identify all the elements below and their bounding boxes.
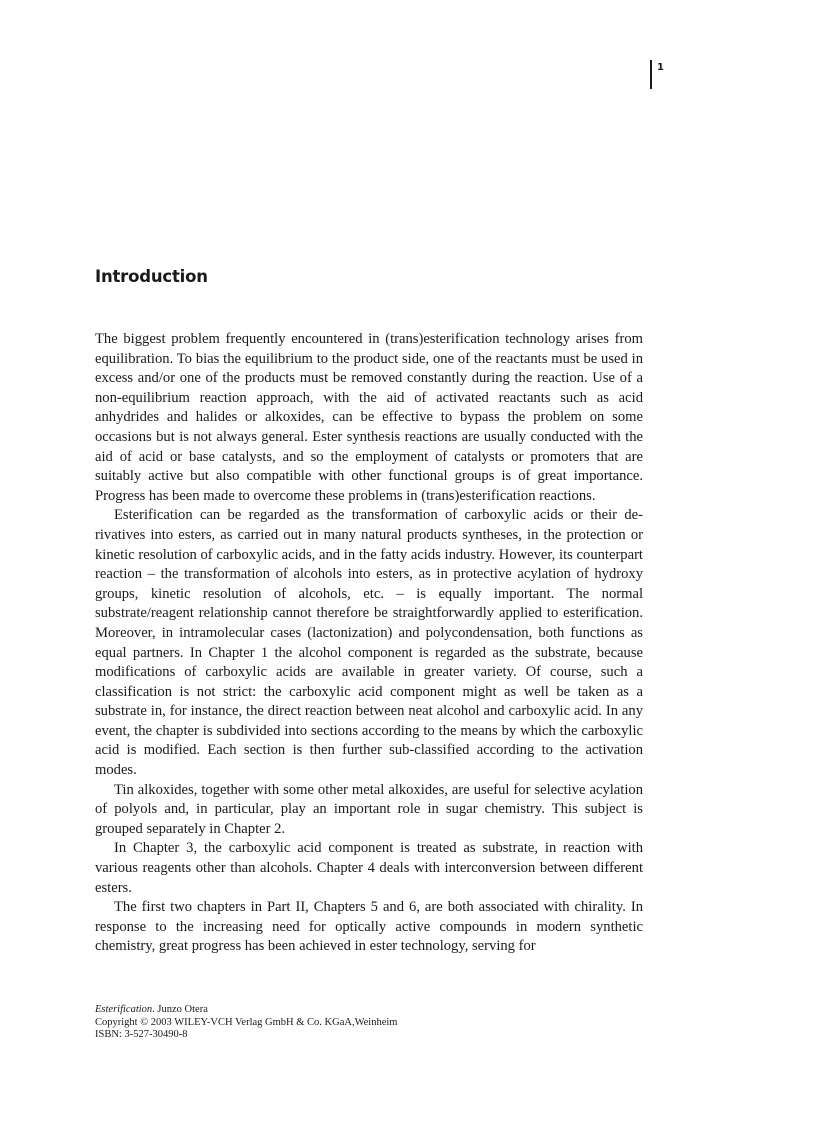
isbn-line: ISBN: 3-527-30490-8: [95, 1029, 188, 1041]
page-marker-rule: [650, 60, 652, 89]
chapter-title: Introduction: [95, 267, 208, 286]
paragraph: In Chapter 3, the carboxylic acid component is treated as substrate, in reaction with various reagents other than alcohols. Chapter 4 deals with interconversion between different esters.: [95, 840, 643, 896]
book-author: . Junzo Otera: [152, 1004, 208, 1015]
book-title: Esterification: [95, 1004, 153, 1015]
paragraph: The biggest problem frequently encountered in (trans)esterification technology arises from equilibration. To bias the equilibrium to the product side, one of the reactants must be used in excess and/or one of the products must be removed constantly during the reaction. Use of a non-equilibrium reaction approach, with the aid of activated reactants such as acid anhydrides and halides or alkoxides, can be effective to bypass the problem on some occasions but is not always general. Ester synthesis reactions are usually conducted with the aid of acid or base catalysts, and so the employment of catalysts or promoters that are suitably active but also compatible with other functional groups is of great importance. Progress has been made to overcome these problems in (trans)esterification reactions.: [95, 331, 643, 504]
body-text: [95, 330, 643, 957]
page-number: 1: [657, 62, 664, 73]
copyright-line: Copyright © 2003 WILEY-VCH Verlag GmbH & Co. KGaA,Weinheim: [95, 1016, 398, 1028]
paragraph: The first two chapters in Part II, Chapters 5 and 6, are both associated with chirality. In response to the increasing need for optically active compounds in modern synthetic chemistry, great progress has been achieved in ester technology, serving for: [95, 899, 643, 955]
book-citation: [95, 1004, 397, 1017]
paragraph: Esterification can be regarded as the transformation of carboxylic acids or their derivatives into esters, as carried out in many natural products syntheses, in the protection or kinetic resolution of carboxylic acids, and in the fatty acids industry. However, its counterpart reaction – the transformation of alcohols into esters, as in protective acylation of hydroxy groups, kinetic resolution of alcohols, etc. – is equally important. The normal substrate/reagent relationship cannot therefore be straightforwardly applied to esterification. Moreover, in intramolecular cases (lactonization) and polycondensation, both functions as equal partners. In Chapter 1 the alcohol component is regarded as the substrate, because modifications of carboxylic acids are available in greater variety. Of course, such a classification is not strict: the carboxylic acid component might as well be taken as a substrate in, for instance, the direct reaction between neat alcohol and carboxylic acid. In any event, the chapter is subdivided into sections according to the means by which the carboxylic acid is modified. Each section is then further sub-classified according to the activation modes.: [95, 507, 643, 779]
paragraph: Tin alkoxides, together with some other metal alkoxides, are useful for selective acylation of polyols and, in particular, play an important role in sugar chemistry. This subject is grouped separately in Chapter 2.: [95, 781, 643, 837]
copyright-footer: [95, 1004, 397, 1042]
